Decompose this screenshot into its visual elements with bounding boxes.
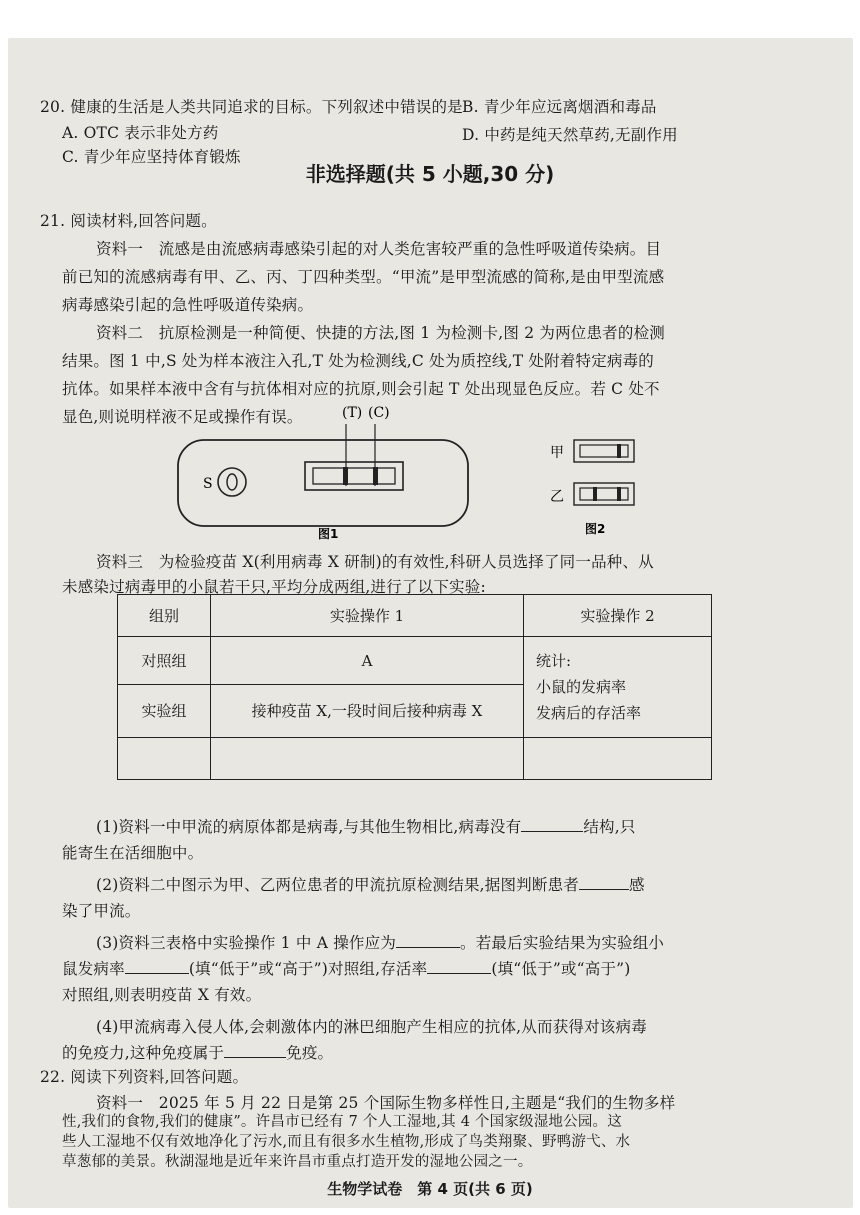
q21-material2-line3: 抗体。如果样本液中含有与抗体相对应的抗原,则会引起 T 处出现显色反应。若 C 处不 <box>62 380 660 398</box>
q22-material1-line1: 资料一 2025 年 5 月 22 日是第 25 个国际生物多样性日,主题是“我们的生物多样 <box>96 1094 676 1112</box>
result-window-inner <box>313 468 395 484</box>
q22-material1-line4: 草葱郁的美景。秋湖湿地是近年来许昌市重点打造开发的湿地公园之一。 <box>62 1154 533 1170</box>
q21-material3-line1: 资料三 为检验疫苗 X(利用病毒 X 研制)的有效性,科研人员选择了同一品种、从 <box>96 553 654 571</box>
empty-cell <box>118 737 211 779</box>
answer-blank-4[interactable] <box>224 1041 286 1058</box>
q22-material1-line3: 些人工湿地不仅有效地净化了污水,而且有很多水生植物,形成了鸟类翔聚、野鸭游弋、水 <box>62 1134 631 1150</box>
s-label: S <box>203 476 213 492</box>
answer-blank-3b[interactable] <box>125 957 189 974</box>
sub3-text-b: 。若最后实验结果为实验组小 <box>460 934 665 952</box>
sub3-text-c: 鼠发病率 <box>62 960 125 978</box>
q20-option-d: D. 中药是纯天然草药,无副作用 <box>462 126 678 144</box>
q20-option-a: A. OTC 表示非处方药 <box>62 124 219 142</box>
answer-blank-3c[interactable] <box>427 957 491 974</box>
q21-material1-line1: 资料一 流感是由流感病毒感染引起的对人类危害较严重的急性呼吸道传染病。目 <box>96 240 662 258</box>
statistics-line1: 统计: <box>536 651 572 670</box>
statistics-line2: 小鼠的发病率 <box>536 677 627 696</box>
sub4-text-a: (4)甲流病毒入侵人体,会刺激体内的淋巴细胞产生相应的抗体,从而获得对该病毒 <box>96 1018 647 1036</box>
patient-a-c-line <box>617 444 621 458</box>
patient-a-label: 甲 <box>550 445 564 461</box>
experiment-group-label: 实验组 <box>118 685 211 738</box>
sub1-text-b: 结构,只 <box>583 818 636 836</box>
experiment-table <box>117 594 712 780</box>
fig2-caption: 图2 <box>585 522 606 536</box>
sub4-text-b: 的免疫力,这种免疫属于 <box>62 1044 225 1062</box>
answer-blank-3a[interactable] <box>396 931 460 948</box>
fig1-caption: 图1 <box>318 527 339 541</box>
c-label: (C) <box>368 405 390 421</box>
sub4-text-c: 免疫。 <box>286 1044 334 1062</box>
q21-material2-line2: 结果。图 1 中,S 处为样本液注入孔,T 处为检测线,C 处为质控线,T 处附着特定病毒的 <box>62 352 654 370</box>
q20-stem: 20. 健康的生活是人类共同追求的目标。下列叙述中错误的是 <box>40 98 463 116</box>
q20-option-b: B. 青少年应远离烟酒和毒品 <box>462 98 657 116</box>
t-line-mark <box>343 467 348 485</box>
sub2-text-b: 感 <box>629 876 645 894</box>
sample-well-outer <box>218 468 246 496</box>
test-card-figure <box>170 400 670 550</box>
sub3-text-f: 对照组,则表明疫苗 X 有效。 <box>62 986 262 1004</box>
header-group: 组别 <box>118 595 211 637</box>
q21-stem: 21. 阅读材料,回答问题。 <box>40 212 217 230</box>
patient-b-c-line <box>617 487 621 501</box>
q21-material1-line3: 病毒感染引起的急性呼吸道传染病。 <box>62 296 314 314</box>
test-card <box>178 440 468 526</box>
empty-cell <box>524 737 712 779</box>
q22-stem: 22. 阅读下列资料,回答问题。 <box>40 1068 249 1086</box>
empty-cell <box>211 737 524 779</box>
sub1-text-c: 能寄生在活细胞中。 <box>62 844 204 862</box>
q21-material3-line2: 未感染过病毒甲的小鼠若干只,平均分成两组,进行了以下实验: <box>62 578 486 596</box>
control-group-label: 对照组 <box>118 637 211 685</box>
patient-b-strip-outer <box>574 483 634 505</box>
header-operation1: 实验操作 1 <box>211 595 524 637</box>
sub2-text-c: 染了甲流。 <box>62 902 141 920</box>
sub3-text-d: (填“低于”或“高于”)对照组,存活率 <box>188 960 428 978</box>
page-footer: 生物学试卷 第 4 页(共 6 页) <box>327 1180 533 1198</box>
sub2-text-a: (2)资料二中图示为甲、乙两位患者的甲流抗原检测结果,据图判断患者 <box>96 876 579 894</box>
sub3-text-a: (3)资料三表格中实验操作 1 中 A 操作应为 <box>96 934 397 952</box>
patient-b-label: 乙 <box>550 489 564 505</box>
q22-material1-line2: 性,我们的食物,我们的健康”。许昌市已经有 7 个人工湿地,其 4 个国家级湿地公园。这 <box>62 1114 622 1130</box>
q21-material1-line2: 前已知的流感病毒有甲、乙、丙、丁四种类型。“甲流”是甲型流感的简称,是由甲型流感 <box>62 268 665 286</box>
q21-material2-line1: 资料二 抗原检测是一种简便、快捷的方法,图 1 为检测卡,图 2 为两位患者的检测 <box>96 324 665 342</box>
answer-blank-2[interactable] <box>579 873 629 890</box>
header-operation2: 实验操作 2 <box>524 595 712 637</box>
control-group-operation1: A <box>211 637 524 685</box>
result-window-outer <box>305 462 403 490</box>
sample-well-inner <box>227 474 237 490</box>
experiment-group-operation1: 接种疫苗 X,一段时间后接种病毒 X <box>211 685 524 738</box>
t-label: (T) <box>342 405 363 421</box>
answer-blank-1[interactable] <box>521 815 583 832</box>
sub1-text-a: (1)资料一中甲流的病原体都是病毒,与其他生物相比,病毒没有 <box>96 818 522 836</box>
section-title: 非选择题(共 5 小题,30 分) <box>305 162 555 186</box>
c-line-mark <box>373 467 378 485</box>
patient-b-t-line <box>593 487 597 501</box>
operation2-statistics <box>524 637 712 738</box>
sub-question-2 <box>96 870 645 900</box>
statistics-line3: 发病后的存活率 <box>536 703 642 722</box>
patient-a-strip-outer <box>574 440 634 462</box>
q21-material2-line4: 显色,则说明样液不足或操作有误。 <box>62 408 303 426</box>
sub3-text-e: (填“低于”或“高于”) <box>491 960 631 978</box>
q20-option-c: C. 青少年应坚持体育锻炼 <box>62 148 241 166</box>
